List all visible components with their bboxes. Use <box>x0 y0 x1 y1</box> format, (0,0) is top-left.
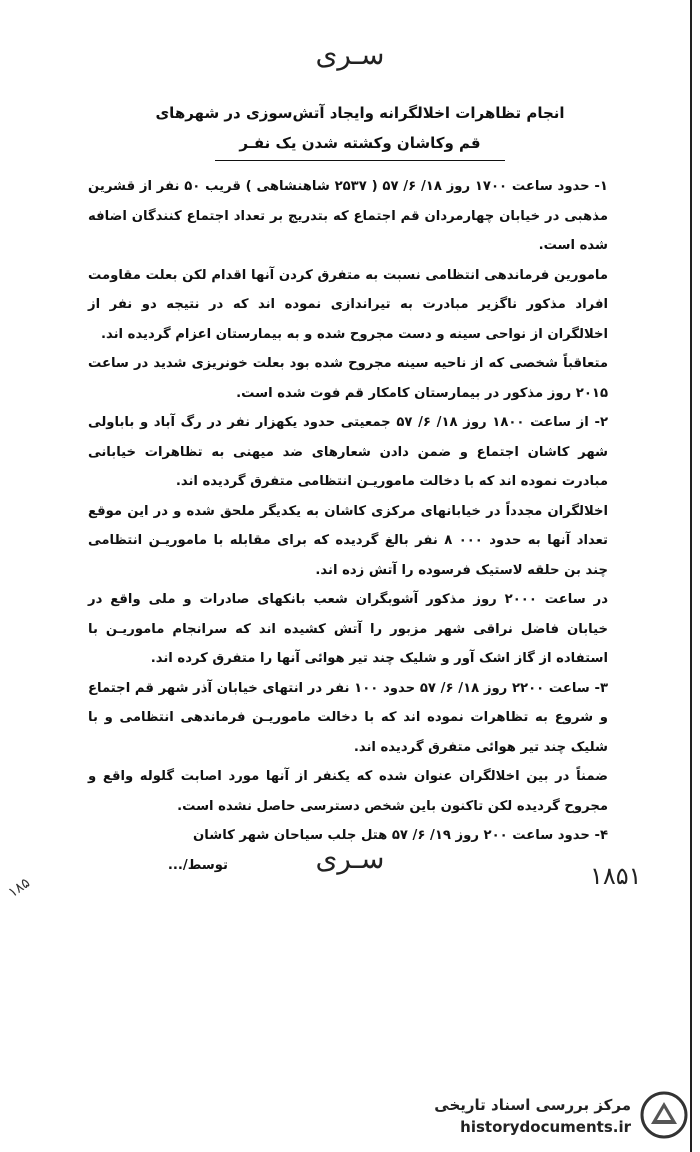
page-number: ۱۸۵۱ <box>590 862 642 890</box>
continued-note: توسط/... <box>167 857 228 873</box>
paragraph-7: ۳- ساعت ۲۲۰۰ روز ۱۸/ ۶/ ۵۷ حدود ۱۰۰ نفر در انتهای خیابان آذر شهر قم اجتماع و شروع به تظاهرات نموده اند که با دخالت ماموریـن فرماندهی انتظامی و با شلیک چند تیر هوائی متفرق گردیده اند. <box>88 680 608 755</box>
paragraph-5: اخلالگران مجدداً در خیابانهای مرکزی کاشان به یکدیگر ملحق شده و در این موقع تعداد آنها به حدود ۰۰۰ ۸ نفر بالغ گردیده که برای مقابله با ماموریـن انتظامی چند بن حلقه لاستیک فرسوده را آتش زده اند. <box>88 503 608 578</box>
paragraph-6: در ساعت ۲۰۰۰ روز مذکور آشوبگران شعب بانکهای صادرات و ملی واقع در خیابان فاضل نراقی شهر مزبور را آتش کشیده اند که سرانجام ماموریـن با استفاده از گاز اشک آور و شلیک چند تیر هوائی آنها را متفرق کرده اند. <box>88 592 608 666</box>
watermark-url: historydocuments.ir <box>460 1118 631 1136</box>
title-underline <box>215 160 505 161</box>
paragraph-9: ۴- حدود ساعت ۲۰۰ روز ۱۹/ ۶/ ۵۷ هتل جلب سیاحان شهر کاشان <box>193 828 608 843</box>
paragraph-2: مامورین فرماندهی انتظامی نسبت به متفرق کردن آنها اقدام لکن بعلت مقاومت افراد مذکور ناگزیر مبادرت به تیراندازی نموده اند که در نتیجه دو نفر از اخلالگران از نواحی سینه و دست مجروح شده و به بیمارستان اعزام گردیده اند. <box>88 267 608 342</box>
document-body <box>88 172 608 880</box>
margin-mark: ۱۸۵ <box>5 874 34 902</box>
paragraph-4: ۲- از ساعت ۱۸۰۰ روز ۱۸/ ۶/ ۵۷ جمعیتی حدود یکهزار نفر در رگ آباد و باباولی شهر کاشان اجتماع و ضمن دادن شعارهای ضد میهنی به تظاهرات خیابانی مبادرت نموده اند که با دخالت ماموریـن انتظامی متفرق گردیده اند. <box>88 415 608 489</box>
classification-bottom: سـری <box>315 842 385 875</box>
paragraph-8: ضمناً در بین اخلالگران عنوان شده که یکنفر از آنها مورد اصابت گلوله واقع و مجروح گردیده لکن تاکنون باین شخص دسترسی حاصل نشده است. <box>88 769 608 814</box>
classification-top: سـری <box>315 38 385 71</box>
page-edge-line <box>690 0 692 1152</box>
paragraph-1: ۱- حدود ساعت ۱۷۰۰ روز ۱۸/ ۶/ ۵۷ ( ۲۵۳۷ شاهنشاهی ) قریب ۵۰ نفر از قشرین مذهبی در خیابان چهارمردان قم اجتماع که بتدریج بر تعداد اجتماع کنندگان اضافه شده است. <box>88 179 608 253</box>
watermark <box>420 1090 695 1150</box>
document-title-line1: انجام تظاهرات اخلالگرانه وایجاد آتش‌سوزی در شهرهای <box>155 104 565 122</box>
watermark-title: مرکز بررسی اسناد تاریخی <box>434 1096 631 1114</box>
paragraph-3: متعاقباً شخصی که از ناحیه سینه مجروح شده بود بعلت خونریزی شدید در ساعت ۲۰۱۵ روز مذکور در بیمارستان کامکار قم فوت شده است. <box>88 356 608 401</box>
archive-logo-icon <box>639 1090 689 1140</box>
document-title-line2: قم وکاشان وکشته شدن یک نفـر <box>239 134 481 152</box>
